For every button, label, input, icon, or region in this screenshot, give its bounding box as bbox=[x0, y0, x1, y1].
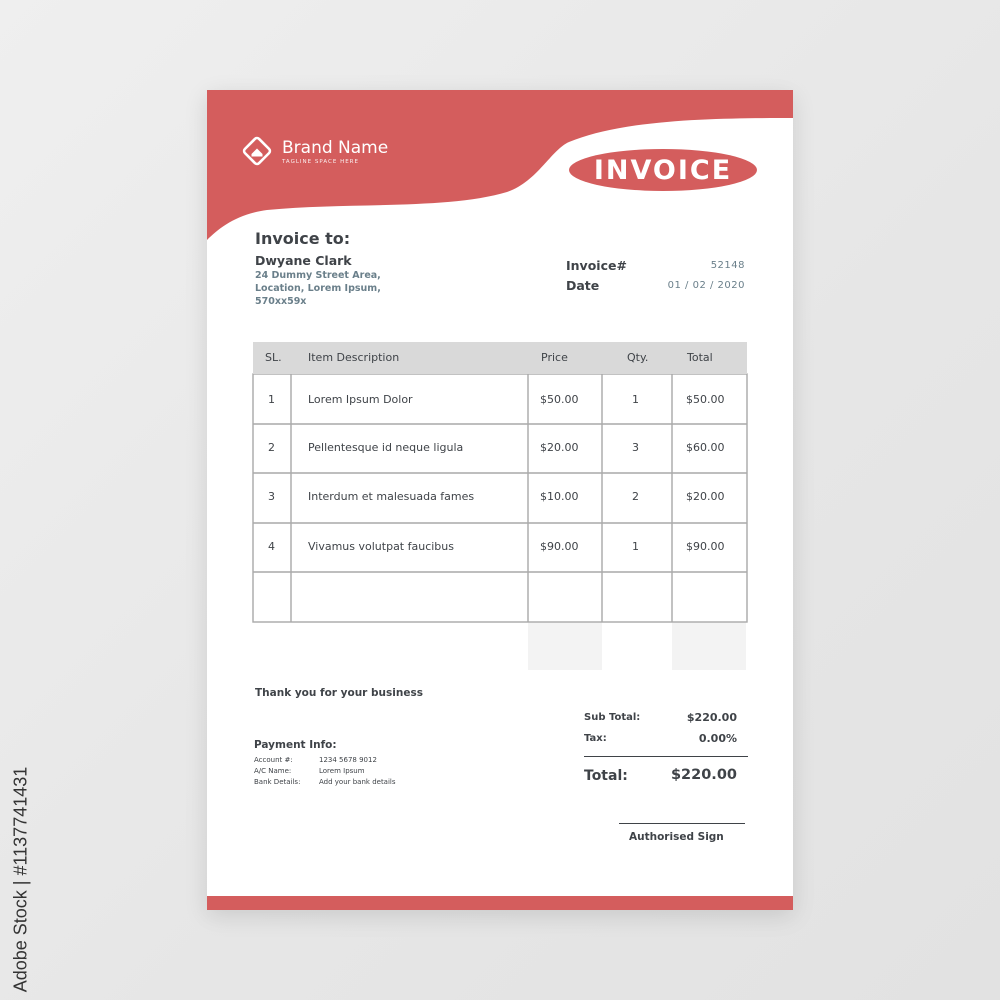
footer-bar bbox=[207, 896, 793, 910]
tax-label: Tax: bbox=[584, 733, 607, 744]
address-line: Location, Lorem Ipsum, bbox=[255, 283, 381, 294]
cell-sl: 3 bbox=[268, 490, 275, 503]
tax-value: 0.00% bbox=[698, 732, 737, 745]
address-line: 570xx59x bbox=[255, 296, 307, 307]
cell-description: Lorem Ipsum Dolor bbox=[308, 393, 413, 406]
stock-id-label bbox=[12, 768, 30, 990]
account-number-label: Account #: bbox=[254, 756, 293, 764]
date-value: 01 / 02 / 2020 bbox=[667, 280, 745, 291]
account-number-value: 1234 5678 9012 bbox=[319, 756, 377, 764]
stock-id-text: Adobe Stock | #1137741431 bbox=[10, 766, 31, 992]
total-label: Total: bbox=[584, 768, 628, 784]
cell-price: $10.00 bbox=[540, 490, 579, 503]
col-header-qty: Qty. bbox=[627, 351, 649, 364]
subtotal-label: Sub Total: bbox=[584, 712, 641, 723]
cell-sl: 2 bbox=[268, 441, 275, 454]
client-name: Dwyane Clark bbox=[255, 253, 352, 268]
bank-details-value: Add your bank details bbox=[319, 778, 396, 786]
cell-total: $90.00 bbox=[686, 540, 725, 553]
cell-price: $20.00 bbox=[540, 441, 579, 454]
invoice-title: INVOICE bbox=[593, 154, 733, 186]
cell-description: Interdum et malesuada fames bbox=[308, 490, 475, 503]
cell-total: $50.00 bbox=[686, 393, 725, 406]
subtotal-value: $220.00 bbox=[686, 711, 737, 724]
date-label: Date bbox=[566, 278, 600, 293]
account-name-label: A/C Name: bbox=[254, 767, 292, 775]
cell-description: Vivamus volutpat faucibus bbox=[308, 540, 454, 553]
cell-total: $60.00 bbox=[686, 441, 725, 454]
thank-you-note: Thank you for your business bbox=[255, 687, 423, 699]
col-header-sl: SL. bbox=[265, 351, 282, 364]
cell-total: $20.00 bbox=[686, 490, 725, 503]
cell-qty: 1 bbox=[632, 540, 639, 553]
col-header-description: Item Description bbox=[308, 351, 400, 364]
invoice-to-heading: Invoice to: bbox=[255, 229, 351, 248]
signature-line bbox=[619, 823, 745, 824]
items-table-grid bbox=[207, 90, 793, 690]
cell-price: $90.00 bbox=[540, 540, 579, 553]
account-name-value: Lorem Ipsum bbox=[319, 767, 365, 775]
cell-qty: 2 bbox=[632, 490, 639, 503]
cell-qty: 3 bbox=[632, 441, 639, 454]
summary-divider bbox=[584, 756, 748, 757]
payment-info-heading: Payment Info: bbox=[254, 739, 337, 751]
cell-description: Pellentesque id neque ligula bbox=[308, 441, 464, 454]
invoice-number-label: Invoice# bbox=[566, 258, 627, 273]
col-header-price: Price bbox=[541, 351, 568, 364]
brand-tagline: TAGLINE SPACE HERE bbox=[282, 158, 359, 165]
cell-sl: 4 bbox=[268, 540, 275, 553]
invoice-document bbox=[207, 90, 793, 910]
col-header-total: Total bbox=[687, 351, 713, 364]
cell-sl: 1 bbox=[268, 393, 275, 406]
table-header bbox=[253, 342, 747, 374]
signature-label: Authorised Sign bbox=[629, 831, 724, 843]
brand-name: Brand Name bbox=[282, 137, 389, 158]
invoice-number-value: 52148 bbox=[710, 260, 745, 271]
address-line: 24 Dummy Street Area, bbox=[255, 270, 381, 281]
total-value: $220.00 bbox=[670, 767, 737, 783]
cell-qty: 1 bbox=[632, 393, 639, 406]
bank-details-label: Bank Details: bbox=[254, 778, 301, 786]
cell-price: $50.00 bbox=[540, 393, 579, 406]
